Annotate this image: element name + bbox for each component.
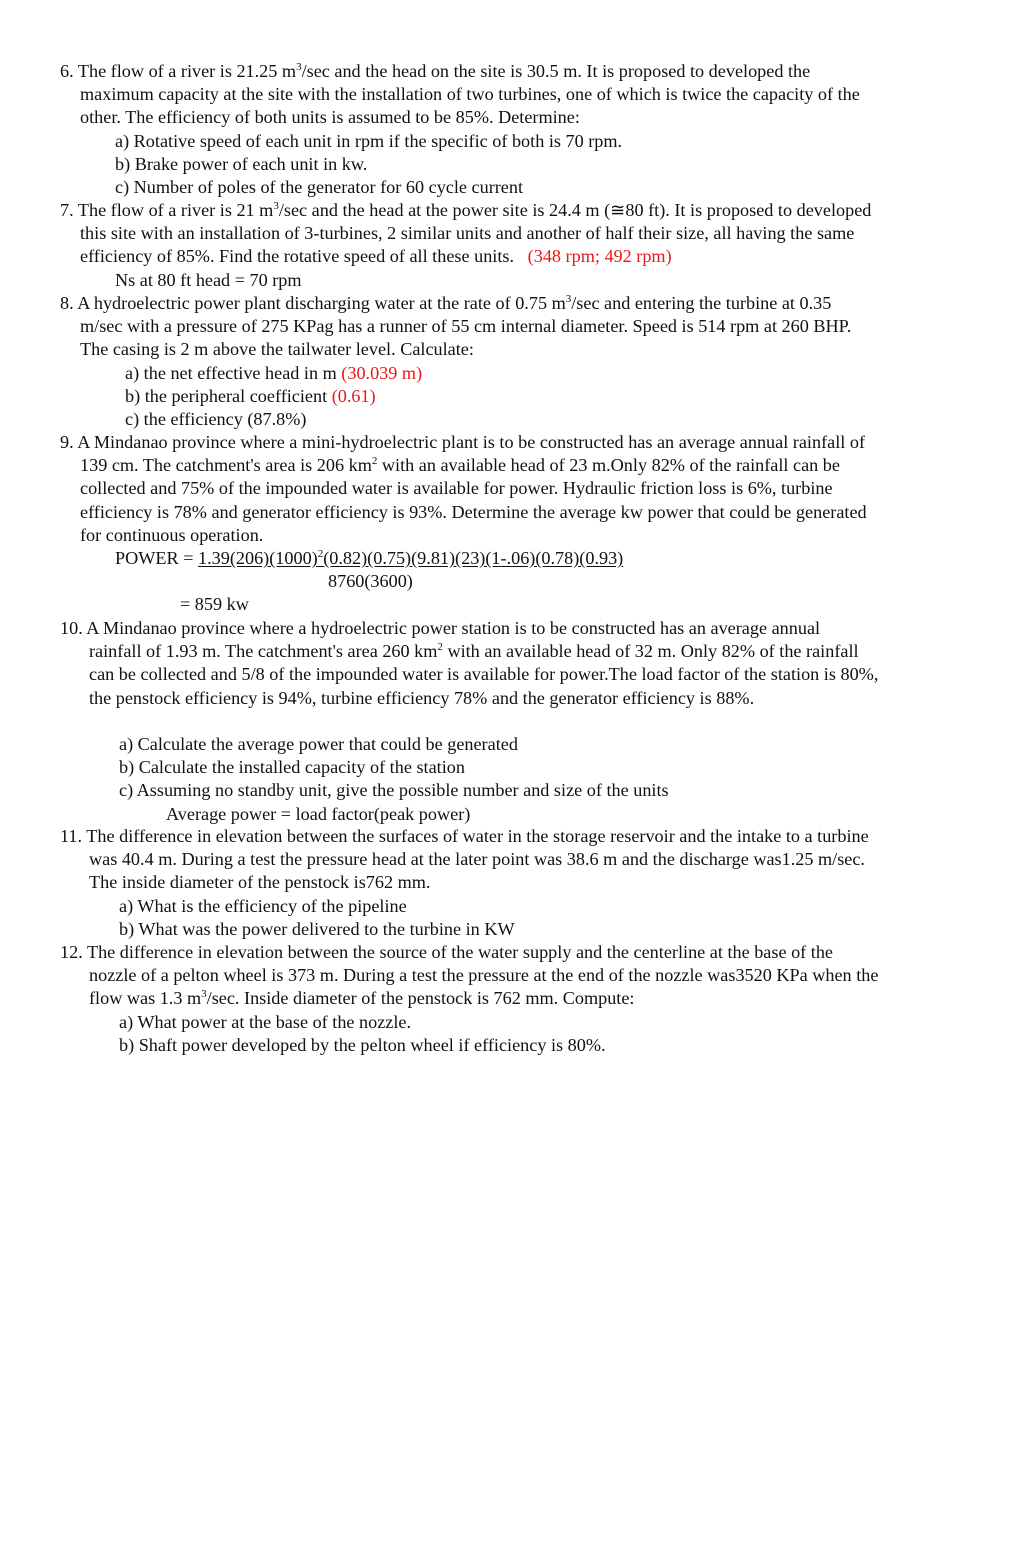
answer-text: (0.61) xyxy=(331,385,376,406)
problem-number: 6. xyxy=(60,61,74,81)
problem-8-item-b: b) the peripheral coefficient (0.61) xyxy=(125,385,376,406)
problem-6-line-2: maximum capacity at the site with the installation of two turbines, one of which is twice the capacity of the xyxy=(80,84,860,105)
problem-9-line-1: 9. A Mindanao province where a mini-hydroelectric plant is to be constructed has an average annual rainfall of xyxy=(60,431,970,454)
power-formula-denominator: 8760(3600) xyxy=(328,571,413,592)
problem-10-item-b: b) Calculate the installed capacity of the station xyxy=(119,757,465,778)
problem-number: 8. xyxy=(60,293,74,313)
problem-7-line-1: 7. The flow of a river is 21 $m^3/\sec$ and the head at the power site is 24.4 m (≅80 ft). It is proposed to developed xyxy=(60,199,970,222)
problem-12-item-a: a) What power at the base of the nozzle. xyxy=(119,1011,412,1032)
problem-7-note: Ns at 80 ft head = 70 rpm xyxy=(115,269,302,290)
problem-11 xyxy=(60,825,970,941)
problem-12 xyxy=(60,941,970,1057)
problem-number: 10. xyxy=(60,618,83,638)
problem-12-line-2: nozzle of a pelton wheel is 373 m. During a test the pressure at the end of the nozzle was3520 KPa when the xyxy=(89,965,879,986)
problem-11-line-2: was 40.4 m. During a test the pressure head at the later point was 38.6 m and the discharge was1.25 m/sec. xyxy=(89,849,865,870)
problem-9-line-5: for continuous operation. xyxy=(80,524,264,545)
problem-9-line-4: efficiency is 78% and generator efficiency is 93%. Determine the average kw power that could be generated xyxy=(80,501,867,522)
problem-9 xyxy=(60,431,970,617)
power-formula-result: = 859 kw xyxy=(180,594,249,615)
problem-6-item-c: c) Number of poles of the generator for 60 cycle current xyxy=(115,176,524,197)
problem-9-line-3: collected and 75% of the impounded water is available for power. Hydraulic friction loss is 6%, turbine xyxy=(80,478,833,499)
problem-7-line-2: this site with an installation of 3-turbines, 2 similar units and another of half their size, all having the same xyxy=(80,223,855,244)
problem-6-line-3: other. The efficiency of both units is assumed to be 85%. Determine: xyxy=(80,107,580,128)
problem-8-item-c: c) the efficiency (87.8%) xyxy=(125,408,307,429)
problem-number: 9. xyxy=(60,432,74,452)
answer-text: (30.039 m) xyxy=(341,362,423,383)
problem-7-line-3: efficiency of 85%. Find the rotative speed of all these units. (348 rpm; 492 rpm) xyxy=(80,246,672,267)
problem-10-item-c: c) Assuming no standby unit, give the possible number and size of the units xyxy=(119,780,669,801)
problem-10-line-2: rainfall of 1.93 m. The catchment's area 260 $km^2$ with an available head of 32 m. Only 82% of the rainfall xyxy=(89,641,859,662)
problem-6-item-a: a) Rotative speed of each unit in rpm if the specific of both is 70 rpm. xyxy=(115,130,623,151)
problem-10-line-3: can be collected and 5/8 of the impounded water is available for power.The load factor of the station is 80%, xyxy=(89,664,879,685)
problem-number: 7. xyxy=(60,200,74,220)
answer-text: (348 rpm; 492 rpm) xyxy=(527,246,672,267)
problem-10-item-a: a) Calculate the average power that could be generated xyxy=(119,733,518,754)
problem-11-line-1: 11. The difference in elevation between the surfaces of water in the storage reservoir and the intake to a turbine xyxy=(60,825,970,848)
problem-6-item-b: b) Brake power of each unit in kw. xyxy=(115,153,368,174)
problem-10-line-4: the penstock efficiency is 94%, turbine efficiency 78% and the generator efficiency is 88%. xyxy=(89,687,755,708)
problem-12-line-1: 12. The difference in elevation between the source of the water supply and the centerline at the base of the xyxy=(60,941,970,964)
problem-8-line-3: The casing is 2 m above the tailwater level. Calculate: xyxy=(80,339,474,360)
problem-12-line-3: flow was 1.3 $m^3/\sec$. Inside diameter of the penstock is 762 mm. Compute: xyxy=(89,988,635,1009)
problem-10 xyxy=(60,617,970,826)
problem-6-line-1: 6. The flow of a river is 21.25 $m^3/\sec$ and the head on the site is 30.5 m. It is proposed to developed the xyxy=(60,60,970,83)
problem-number: 12. xyxy=(60,942,83,962)
problem-6 xyxy=(60,60,970,199)
problem-11-item-a: a) What is the efficiency of the pipeline xyxy=(119,895,407,916)
problem-11-item-b: b) What was the power delivered to the turbine in KW xyxy=(119,918,515,939)
problem-8 xyxy=(60,292,970,431)
problem-number: 11. xyxy=(60,826,83,846)
problem-11-line-3: The inside diameter of the penstock is762 mm. xyxy=(89,872,431,893)
problem-10-line-1: 10. A Mindanao province where a hydroelectric power station is to be constructed has an average annual xyxy=(60,617,970,640)
problem-12-item-b: b) Shaft power developed by the pelton wheel if efficiency is 80%. xyxy=(119,1034,606,1055)
problem-7 xyxy=(60,199,970,292)
problem-8-line-1: 8. A hydroelectric power plant discharging water at the rate of 0.75 $m^3/\sec$ and entering the turbine at 0.35 xyxy=(60,292,970,315)
problem-8-item-a: a) the net effective head in m (30.039 m) xyxy=(125,362,423,383)
power-formula-numerator: POWER = $1.39(206)(1000)^2(0.82)(0.75)(9.81)(23)(1-.06)(0.78)(0.93)$ xyxy=(115,547,624,568)
problem-10-note: Average power = load factor(peak power) xyxy=(166,803,471,824)
problem-9-line-2: 139 cm. The catchment's area is 206 $km^2$ with an available head of 23 m.Only 82% of the rainfall can be xyxy=(80,455,840,476)
problem-8-line-2: m/sec with a pressure of 275 KPag has a runner of 55 cm internal diameter. Speed is 514 rpm at 260 BHP. xyxy=(80,316,852,337)
